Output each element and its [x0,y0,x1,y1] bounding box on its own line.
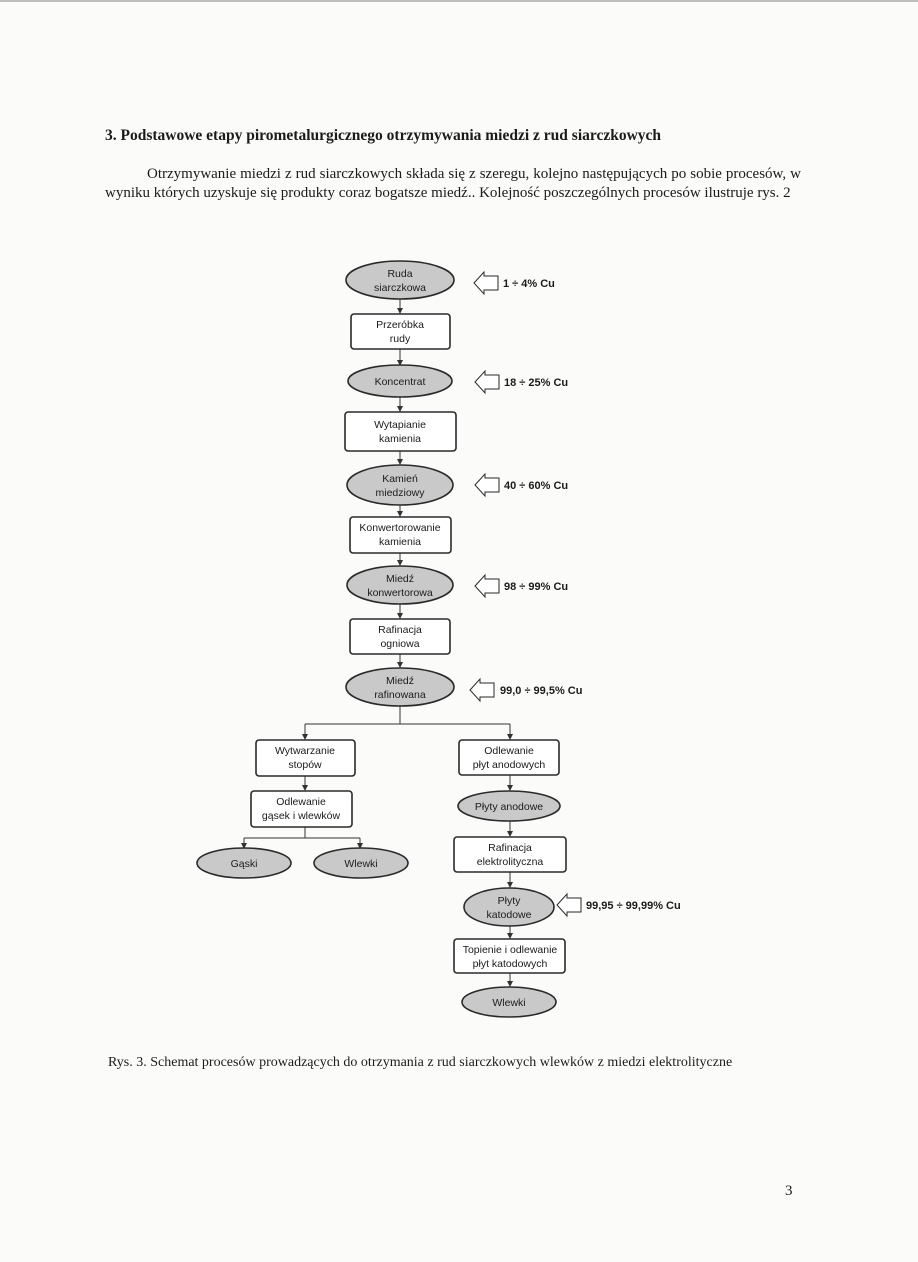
cu-content-label: 40 ÷ 60% Cu [504,480,569,492]
node-label: katodowe [486,909,532,921]
node-kamien-miedziowy [347,465,453,505]
node-plyty-katodowe [464,888,554,926]
node-label: Koncentrat [374,376,426,388]
cu-content-miedz-konwertorowa [475,575,568,597]
node-wytapianie-kamienia [345,412,456,451]
node-label: Rafinacja [488,842,532,854]
node-odlewanie-gasek [251,791,352,827]
node-label: Kamień [382,473,418,485]
cu-content-label: 99,0 ÷ 99,5% Cu [500,685,583,697]
section-heading: 3. Podstawowe etapy pirometalurgicznego otrzymywania miedzi z rud siarczkowych [105,127,662,144]
node-topienie-i-odlewanie [454,939,565,973]
node-label: Wytapianie [374,419,426,431]
intro-paragraph: Otrzymywanie miedzi z rud siarczkowych składa się z szeregu, kolejno następujących po sobie procesów, w wyniku których uzyskuje się produkty coraz bogatsze miedź.. Kolejność poszczególnych procesów ilustruje rys. 2 [105,166,801,201]
node-label: kamienia [378,433,422,445]
node-miedz-konwertorowa [347,566,453,604]
node-konwertorowanie-kamienia [350,517,451,553]
node-label: płyt anodowych [472,759,546,771]
cu-content-label: 18 ÷ 25% Cu [504,377,569,389]
cu-content-kamien [475,474,568,496]
node-label: miedziowy [375,487,425,499]
node-label: konwertorowa [367,587,433,599]
figure-caption: Rys. 3. Schemat procesów prowadzących do otrzymania z rud siarczkowych wlewków z miedzi elektrolityczne [108,1055,733,1070]
node-label: Wytwarzanie [274,745,336,757]
node-label: Ruda [387,268,413,280]
node-label: Płyty [497,895,521,907]
node-label: Konwertorowanie [359,522,441,534]
node-label: siarczkowa [374,282,426,294]
cu-content-plyty-katodowe [557,894,681,916]
hollow-left-arrow-icon [557,894,581,916]
node-label: kamienia [378,536,422,548]
node-odlewanie-plyt-anodowych [459,740,559,775]
node-label: stopów [288,759,322,771]
page-number: 3 [785,1183,793,1199]
node-przerobka-rudy [351,314,450,349]
node-label: Wlewki [492,997,526,1009]
cu-content-miedz-rafinowana [470,679,582,701]
node-koncentrat [348,365,452,397]
node-label: elektrolityczna [476,856,544,868]
node-gaski [197,848,291,878]
node-label: Rafinacja [378,624,422,636]
hollow-left-arrow-icon [475,575,499,597]
hollow-left-arrow-icon [474,272,498,294]
node-label: Płyty anodowe [474,801,544,813]
cu-content-label: 1 ÷ 4% Cu [503,278,555,290]
node-plyty-anodowe [458,791,560,821]
node-miedz-rafinowana [346,668,454,706]
node-label: Gąski [230,858,258,870]
node-label: Odlewanie [484,745,534,757]
node-label: płyt katodowych [472,958,548,970]
node-label: Miedź [385,573,415,585]
node-wlewki-final [462,987,556,1017]
node-label: gąsek i wlewków [261,810,341,822]
hollow-left-arrow-icon [475,371,499,393]
node-label: rafinowana [374,689,426,701]
node-ruda-siarczkowa [346,261,454,299]
cu-content-label: 98 ÷ 99% Cu [504,581,569,593]
node-label: Odlewanie [276,796,326,808]
node-wlewki-left [314,848,408,878]
cu-content-ruda [474,272,555,294]
node-label: Miedź [385,675,415,687]
node-rafinacja-ogniowa [350,619,450,654]
hollow-left-arrow-icon [470,679,494,701]
hollow-left-arrow-icon [475,474,499,496]
node-label: Wlewki [344,858,378,870]
cu-content-koncentrat [475,371,568,393]
node-wytwarzanie-stopow [256,740,355,776]
node-label: ogniowa [380,638,420,650]
node-label: Topienie i odlewanie [462,944,558,956]
node-label: Przeróbka [376,319,424,331]
node-rafinacja-elektrolityczna [454,837,566,872]
cu-content-label: 99,95 ÷ 99,99% Cu [586,900,681,912]
node-label: rudy [389,333,411,345]
